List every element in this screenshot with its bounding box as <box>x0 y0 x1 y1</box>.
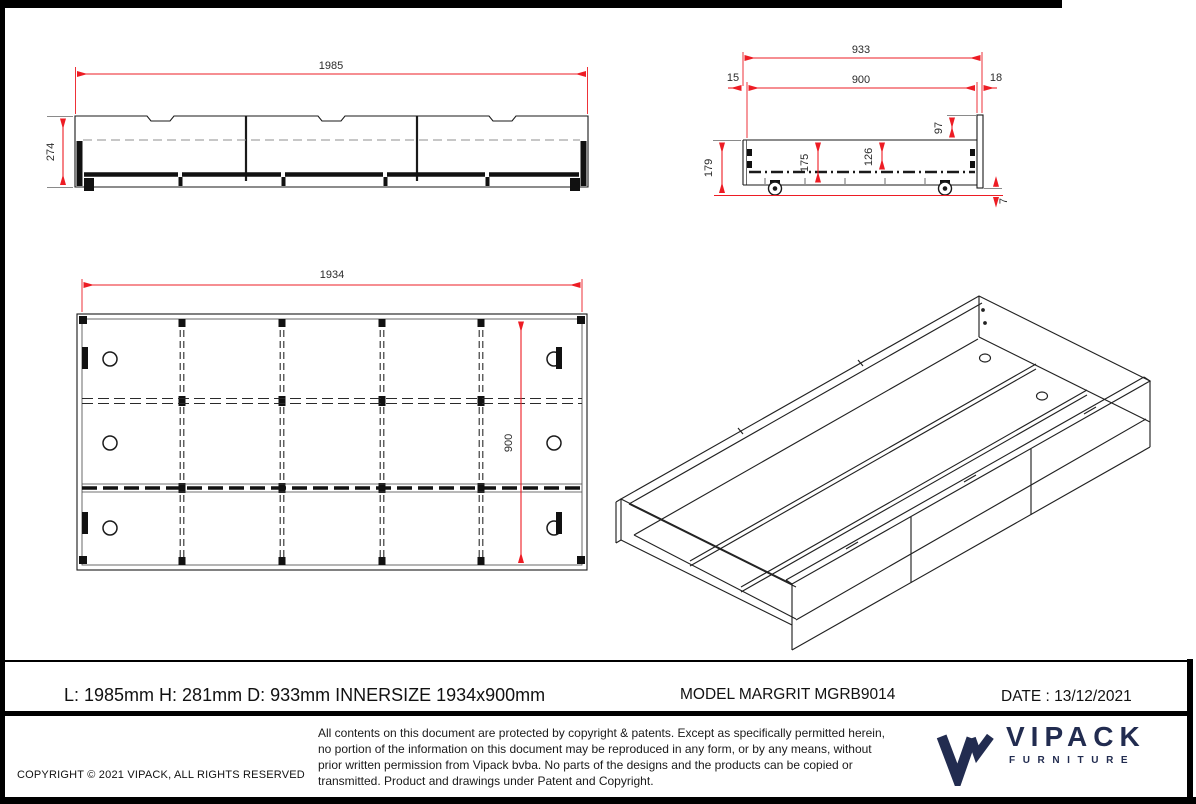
dim-plan-width: 900 <box>503 433 515 453</box>
plan-view <box>77 269 587 570</box>
dim-side-panel-top: 97 <box>933 121 945 135</box>
brand-name: VIPACK <box>1006 721 1146 752</box>
legal-line: no portion of the information on this document may be reproduced in any form, or by any means, without <box>318 741 872 756</box>
edge-brackets <box>82 347 562 534</box>
title-block-mid-rule <box>4 711 1193 716</box>
caster-wheels <box>769 180 952 195</box>
dim-side-offset-back: 18 <box>989 72 1003 84</box>
legal-line: transmitted. Product and drawings under Patent and Copyright. <box>318 773 654 788</box>
legal-line: prior written permission from Vipack bvba. No parts of the designs and the products can be copied or <box>318 757 853 772</box>
dim-side-height-rail: 126 <box>863 147 875 167</box>
dim-side-depth-total: 933 <box>851 44 871 56</box>
isometric-view <box>616 296 1150 650</box>
vipack-logo <box>936 722 1146 786</box>
date-label: DATE : 13/12/2021 <box>1001 688 1132 705</box>
front-elevation-view <box>45 60 588 191</box>
bottom-battens <box>179 319 485 565</box>
brand-tagline: FURNITURE <box>1009 755 1136 766</box>
side-elevation-view <box>703 44 1010 204</box>
dim-front-width: 1985 <box>318 60 344 72</box>
legal-text <box>318 726 885 790</box>
dim-side-offset-front: 15 <box>726 72 740 84</box>
model-title: MODEL MARGRIT MGRB9014 <box>680 686 896 703</box>
dim-front-height: 274 <box>45 142 57 162</box>
dim-side-height-total: 179 <box>703 158 715 178</box>
title-block-top-rule <box>4 660 1189 662</box>
dim-side-height-inner: 175 <box>799 153 811 173</box>
dimensions-summary: L: 1985mm H: 281mm D: 933mm INNERSIZE 1934x900mm <box>64 685 546 705</box>
page-border-bottom <box>0 797 1196 804</box>
drill-holes <box>103 352 561 535</box>
dim-plan-length: 1934 <box>319 269 345 281</box>
vipack-logo-mark <box>936 728 996 786</box>
legal-line: All contents on this document are protected by copyright & patents. Except as specifically permitted herein, <box>318 726 885 740</box>
copyright-notice: COPYRIGHT © 2021 VIPACK, ALL RIGHTS RESERVED <box>17 769 305 781</box>
dim-side-depth-inner: 900 <box>851 74 871 86</box>
page-border-left <box>0 0 5 804</box>
dim-side-floor-gap: 7 <box>998 197 1010 205</box>
page-border-top <box>0 0 1062 8</box>
page-border-right <box>1187 659 1193 804</box>
